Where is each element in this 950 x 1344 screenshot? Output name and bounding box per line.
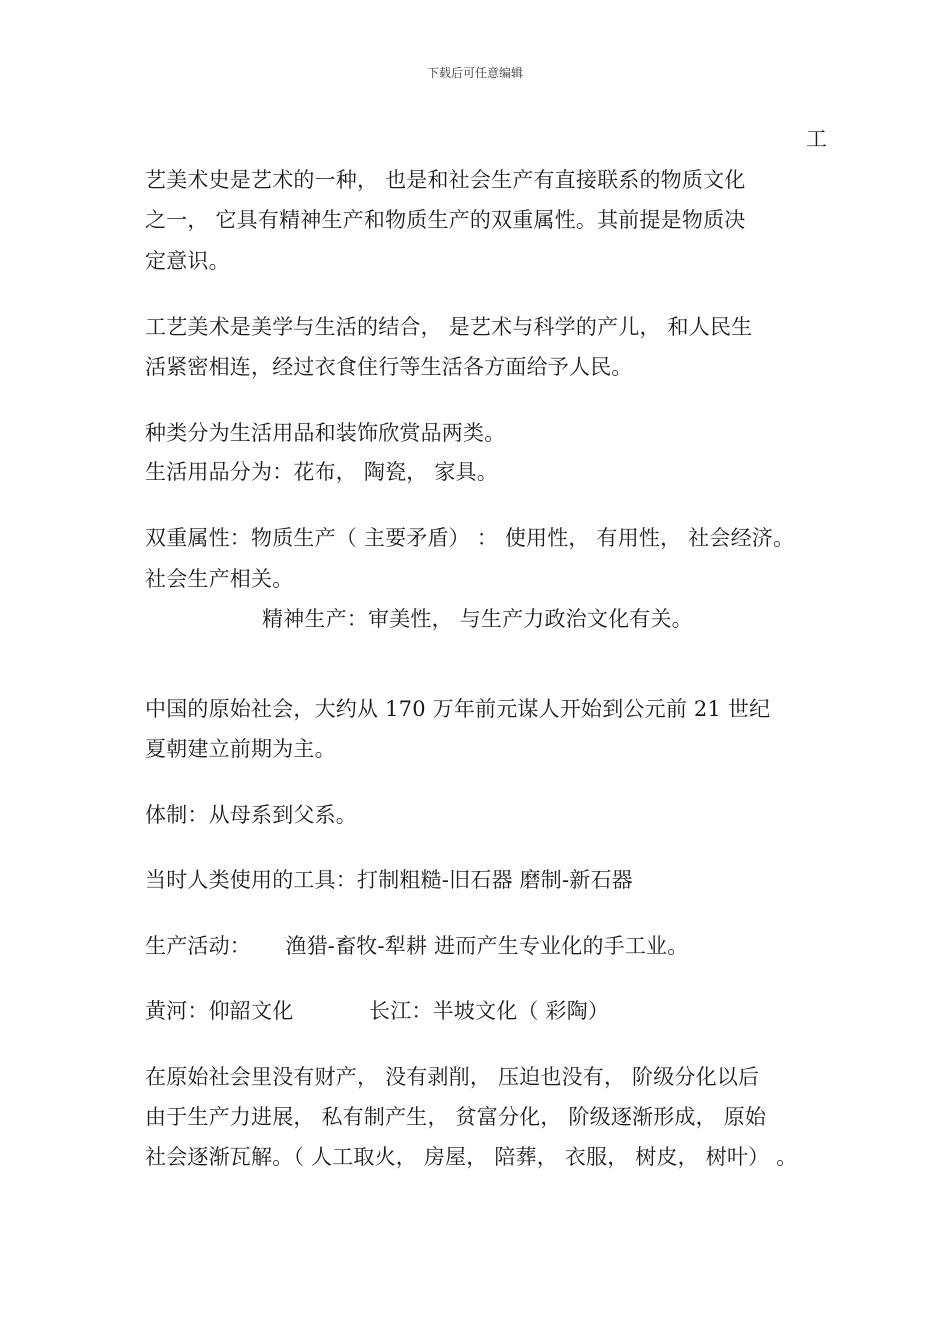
text-line: 生产活动： 渔猎-畜牧-犁耕 进而产生专业化的手工业。: [145, 934, 689, 958]
text-line: 黄河：仰韶文化 长江：半坡文化（ 彩陶）: [145, 999, 610, 1023]
text-line: 活紧密相连，经过衣食住行等生活各方面给予人民。: [145, 355, 633, 379]
text-line: 生活用品分为：花布， 陶瓷， 家具。: [145, 460, 498, 484]
text-line: 体制：从母系到父系。: [145, 803, 357, 827]
first-character: 工: [806, 127, 827, 151]
text-line: 社会逐渐瓦解。（ 人工取火， 房屋， 陪葬， 衣服， 树皮， 树叶） 。: [145, 1145, 798, 1169]
page-header-note: 下载后可任意编辑: [426, 66, 523, 80]
text-line: 在原始社会里没有财产， 没有剥削， 压迫也没有， 阶级分化以后: [145, 1065, 760, 1089]
text-line: 种类分为生活用品和装饰欣赏品两类。: [145, 421, 506, 445]
text-line: 艺美术史是艺术的一种， 也是和社会生产有直接联系的物质文化: [145, 168, 746, 192]
text-line: 夏朝建立前期为主。: [145, 737, 336, 761]
text-line: 之一， 它具有精神生产和物质生产的双重属性。其前提是物质决: [145, 208, 746, 232]
text-line: 社会生产相关。: [145, 567, 294, 591]
text-line: 定意识。: [145, 249, 230, 273]
text-line: 双重属性：物质生产（ 主要矛盾） ： 使用性， 有用性， 社会经济。: [145, 526, 795, 550]
text-line: 由于生产力进展， 私有制产生， 贫富分化， 阶级逐渐形成， 原始: [145, 1105, 767, 1129]
text-line-indented: 精神生产：审美性， 与生产力政治文化有关。: [262, 607, 693, 631]
text-line: 中国的原始社会，大约从 170 万年前元谋人开始到公元前 21 世纪: [145, 697, 771, 721]
text-line: 当时人类使用的工具：打制粗糙-旧石器 磨制-新石器: [145, 868, 633, 892]
text-line: 工艺美术是美学与生活的结合， 是艺术与科学的产儿， 和人民生: [145, 315, 753, 339]
